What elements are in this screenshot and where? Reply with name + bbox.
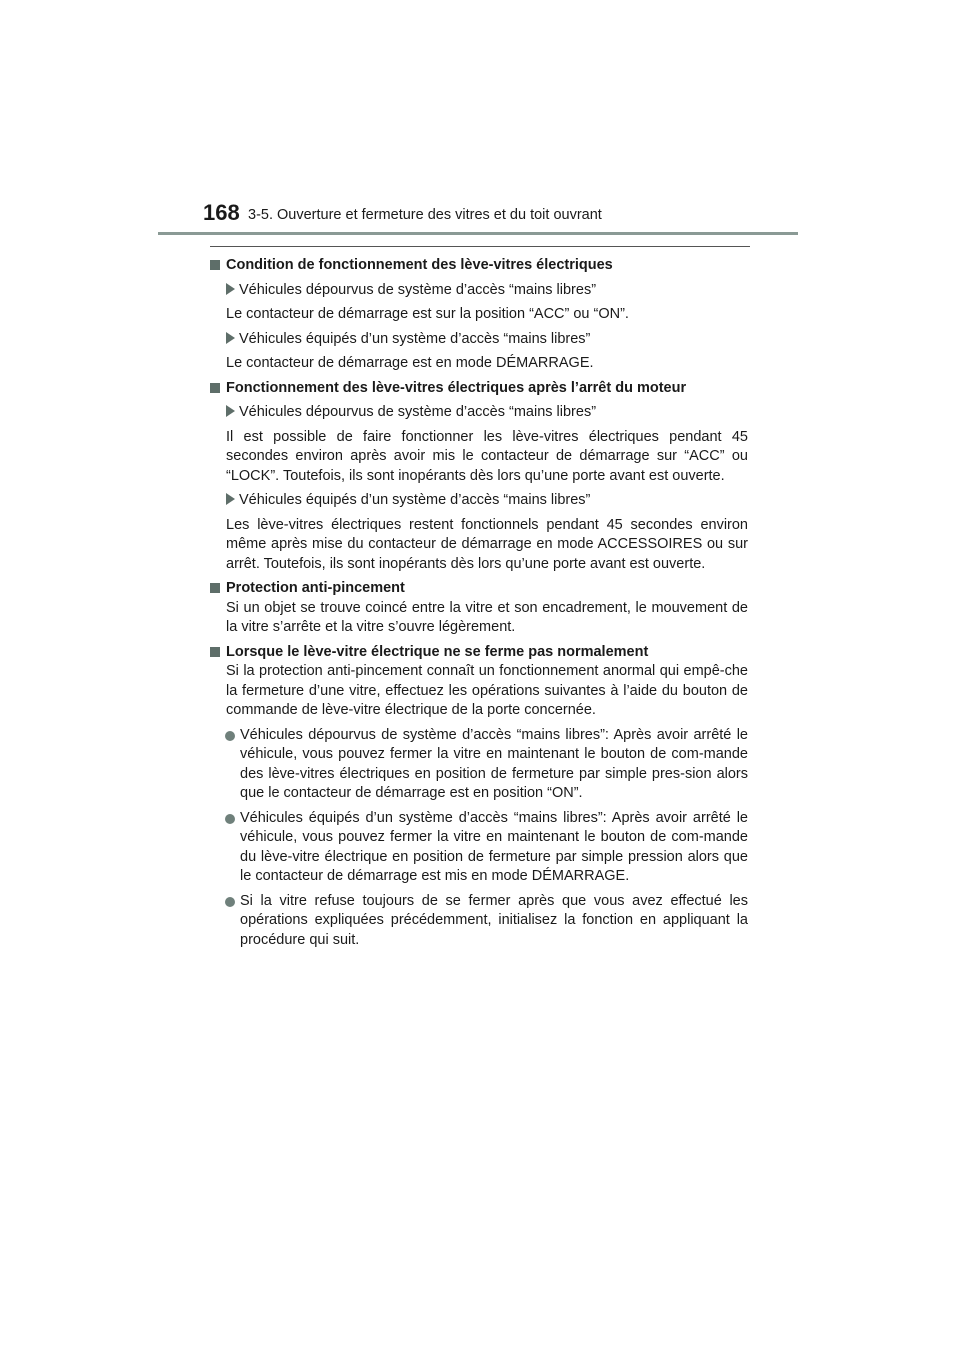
square-bullet-icon	[210, 383, 220, 393]
square-bullet-icon	[210, 260, 220, 270]
paragraph: Si la protection anti-pincement connaît un fonctionnement anormal qui empê-che la fermeture d’une vitre, effectuez les opérations suivantes à l’aide du bouton de commande de lève-vitre électrique de la porte concernée.	[226, 663, 748, 718]
circle-bullet-icon	[225, 897, 235, 907]
square-bullet-icon	[210, 583, 220, 593]
condition-label: Véhicules dépourvus de système d’accès “mains libres”	[210, 403, 748, 423]
section-title: 3-5. Ouverture et fermeture des vitres et du toit ouvrant	[248, 207, 602, 223]
paragraph: Le contacteur de démarrage est sur la position “ACC” ou “ON”.	[226, 306, 629, 322]
triangle-bullet-icon	[226, 283, 235, 295]
paragraph: Le contacteur de démarrage est en mode DÉMARRAGE.	[226, 355, 594, 371]
square-bullet-icon	[210, 647, 220, 657]
paragraph: Les lève-vitres électriques restent fonctionnels pendant 45 secondes environ même après mise du contacteur de démarrage en mode ACCESSOIRES ou sur arrêt. Toutefois, ils sont inopérants dès lors qu’une porte avant est ouverte.	[226, 516, 748, 572]
list-item: Véhicules équipés d’un système d’accès “mains libres”: Après avoir arrêté le véhicule, vous pouvez fermer la vitre en maintenant le bouton de com-mande du lève-vitre électrique en position de fermeture par simple pression alors que le contacteur de démarrage est mis en mode DÉMARRAGE.	[210, 809, 748, 887]
paragraph: Il est possible de faire fonctionner les lève-vitres électriques pendant 45 secondes environ après avoir mis le contacteur de démarrage sur “ACC” ou “LOCK”. Toutefois, ils sont inopérants dès lors qu’une porte avant est ouverte.	[226, 428, 748, 484]
section-heading: Condition de fonctionnement des lève-vitres électriques	[210, 256, 748, 276]
circle-bullet-icon	[225, 814, 235, 824]
page-header	[0, 0, 960, 240]
paragraph: Si un objet se trouve coincé entre la vitre et son encadrement, le mouvement de la vitre s’arrête et la vitre s’ouvre légèrement.	[226, 599, 748, 635]
list-item: Si la vitre refuse toujours de se fermer après que vous avez effectué les opérations expliquées précédemment, initialisez la fonction en appliquant la procédure qui suit.	[210, 892, 748, 951]
triangle-bullet-icon	[226, 332, 235, 344]
header-divider	[158, 232, 798, 235]
content-divider	[210, 246, 750, 247]
section-heading: Protection anti-pincement	[210, 579, 748, 599]
page-content	[210, 256, 748, 955]
triangle-bullet-icon	[226, 493, 235, 505]
section-heading: Lorsque le lève-vitre électrique ne se ferme pas normalement	[210, 643, 748, 663]
list-item: Véhicules dépourvus de système d’accès “mains libres”: Après avoir arrêté le véhicule, vous pouvez fermer la vitre en maintenant le bouton de com-mande des lève-vitres électriques en position de fermeture par simple pres-sion alors que le contacteur de démarrage est en position “ON”.	[210, 726, 748, 804]
section-heading: Fonctionnement des lève-vitres électriques après l’arrêt du moteur	[210, 379, 748, 399]
condition-label: Véhicules équipés d’un système d’accès “mains libres”	[210, 330, 748, 350]
triangle-bullet-icon	[226, 405, 235, 417]
page-number: 168	[203, 200, 240, 225]
condition-label: Véhicules dépourvus de système d’accès “mains libres”	[210, 281, 748, 301]
condition-label: Véhicules équipés d’un système d’accès “mains libres”	[210, 491, 748, 511]
circle-bullet-icon	[225, 731, 235, 741]
